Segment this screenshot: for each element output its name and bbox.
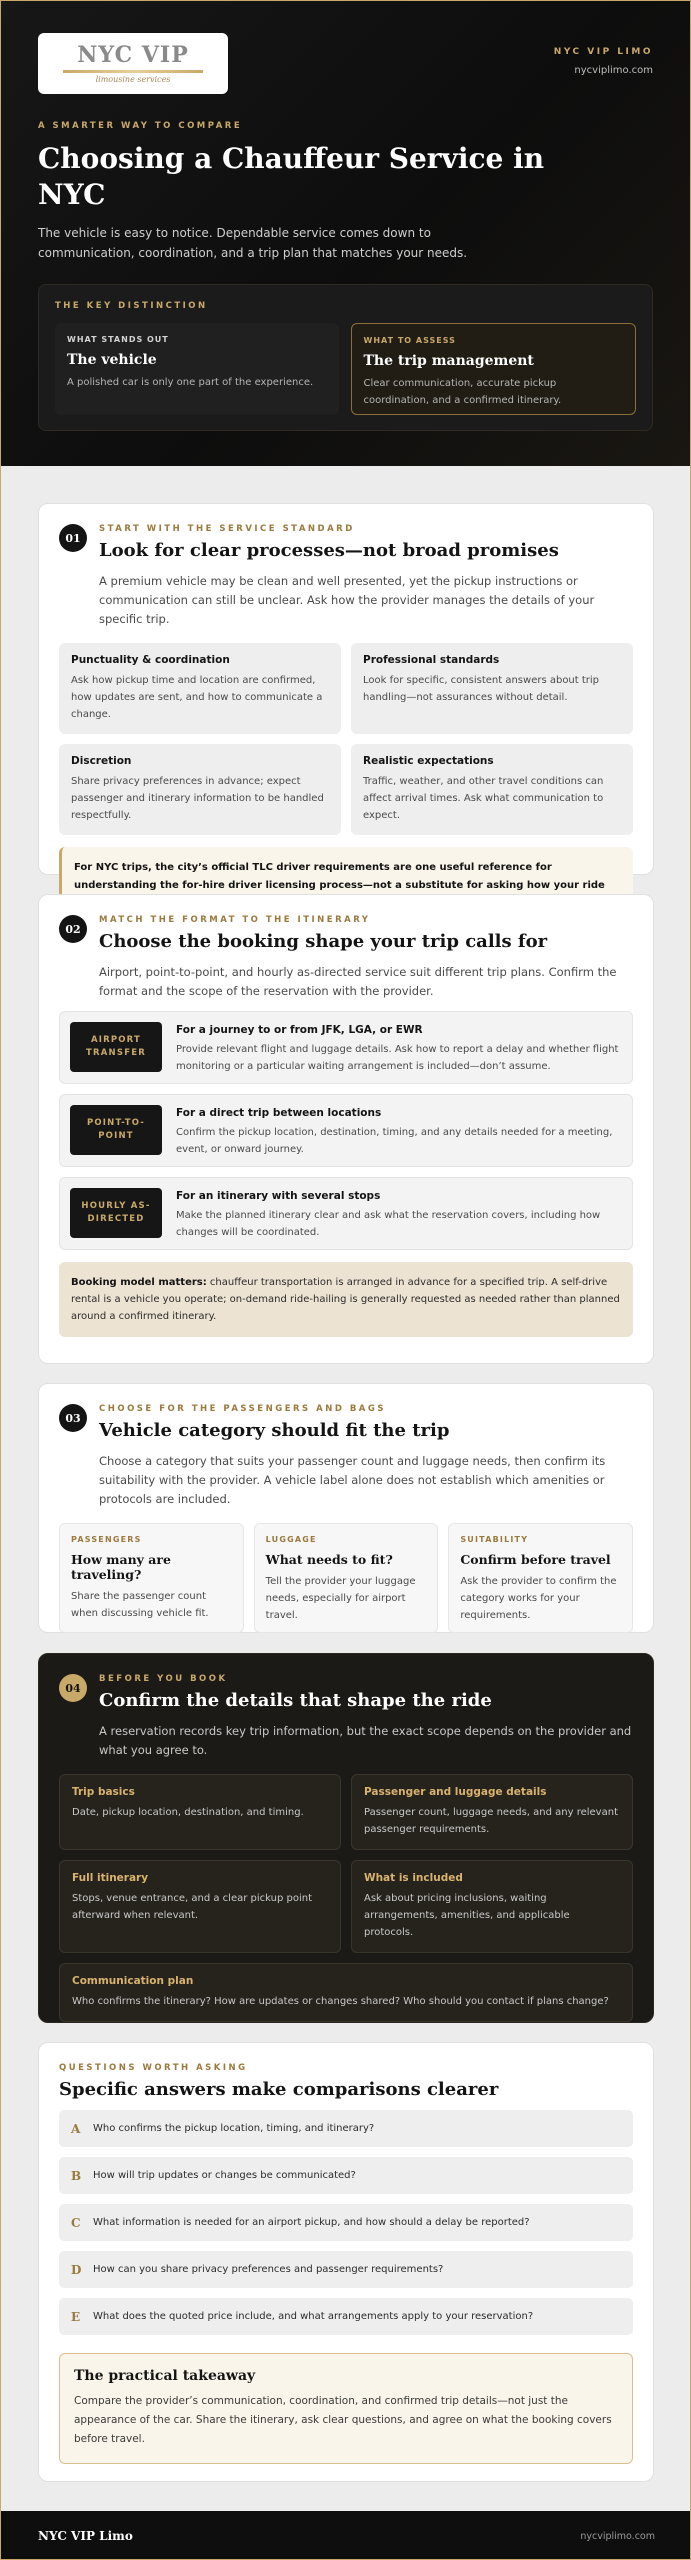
card-title: What needs to fit? [265, 1552, 393, 1567]
card-title: What is included [364, 1872, 463, 1884]
takeaway-title: The practical takeaway [74, 2368, 256, 2384]
format-text: Provide relevant flight and luggage details. Ask how to report a delay and whether flight monitoring or a particular waiting arrangement is included—don’t assume. [176, 1044, 619, 1072]
category-card-passengers [59, 1523, 244, 1633]
card-text: Ask how pickup time and location are confirmed, how updates are sent, and how to communicate a change. [71, 675, 323, 720]
booking-model-label: Booking model matters: [71, 1277, 207, 1288]
format-title: For a journey to or from JFK, LGA, or EWR [176, 1024, 423, 1036]
hero [1, 1, 690, 466]
question-letter: B [71, 2168, 82, 2183]
section-number: 02 [59, 915, 87, 943]
card-text: Passenger count, luggage needs, and any relevant passenger requirements. [364, 1807, 618, 1835]
detail-card [59, 1774, 341, 1850]
section-title: Specific answers make comparisons clearer [59, 2079, 499, 2100]
question-letter: D [71, 2262, 82, 2277]
format-title: For an itinerary with several stops [176, 1190, 381, 1202]
card-label: PASSENGERS [71, 1535, 142, 1544]
section-title: Vehicle category should fit the trip [99, 1420, 450, 1441]
key-card-label: WHAT STANDS OUT [67, 335, 169, 344]
page-title: Choosing a Chauffeur Service in NYC [38, 142, 545, 211]
question-text: Who confirms the pickup location, timing, and itinerary? [93, 2123, 375, 2134]
format-title: For a direct trip between locations [176, 1107, 382, 1119]
section-number: 03 [59, 1404, 87, 1432]
card-text: Stops, venue entrance, and a clear pickup point afterward when relevant. [72, 1893, 312, 1921]
section-lead: A reservation records key trip information, but the exact scope depends on the provider and what you agree to. [99, 1724, 632, 1757]
key-card-title: The vehicle [67, 352, 157, 368]
card-title: Passenger and luggage details [364, 1786, 547, 1798]
footer [1, 2511, 691, 2560]
card-label: SUITABILITY [460, 1535, 529, 1544]
question-item [59, 2110, 633, 2147]
format-row-hourly [59, 1177, 633, 1250]
hero-eyebrow: A SMARTER WAY TO COMPARE [38, 121, 243, 131]
card-text: Ask about pricing inclusions, waiting arrangements, amenities, and applicable protocols. [364, 1893, 570, 1938]
format-row-point-to-point [59, 1094, 633, 1167]
section-lead: A premium vehicle may be clean and well presented, yet the pickup instructions or communication can still be unclear. Ask how the provider manages the details of your specific trip. [99, 574, 595, 626]
card-title: Realistic expectations [363, 755, 494, 767]
footer-url[interactable]: nycviplimo.com [580, 2530, 655, 2542]
card-title: How many are traveling? [71, 1552, 171, 1582]
section-eyebrow: START WITH THE SERVICE STANDARD [99, 524, 355, 534]
logo[interactable] [38, 33, 228, 94]
question-letter: A [71, 2121, 81, 2136]
question-item [59, 2204, 633, 2241]
question-text: How can you share privacy preferences and passenger requirements? [93, 2264, 444, 2275]
card-title: Communication plan [72, 1975, 194, 1987]
format-tag: AIRPORT TRANSFER [70, 1022, 162, 1072]
section-booking-format [38, 894, 654, 1364]
format-row-airport [59, 1011, 633, 1084]
card-text: Share privacy preferences in advance; expect passenger and itinerary information to be handled respectfully. [71, 776, 324, 821]
question-letter: C [71, 2215, 81, 2230]
standard-card [351, 643, 633, 734]
booking-model-note [59, 1262, 633, 1337]
logo-subtitle: limousine services [95, 74, 171, 84]
format-tag: HOURLY AS-DIRECTED [70, 1188, 162, 1238]
card-text: Traffic, weather, and other travel conditions can affect arrival times. Ask what communication to expect. [363, 776, 604, 821]
question-text: How will trip updates or changes be communicated? [93, 2170, 356, 2181]
standard-card [351, 744, 633, 835]
section-eyebrow: QUESTIONS WORTH ASKING [59, 2063, 248, 2073]
section-number: 01 [59, 524, 87, 552]
standard-card [59, 643, 341, 734]
section-vehicle-category [38, 1383, 654, 1633]
card-text: Date, pickup location, destination, and timing. [72, 1807, 304, 1818]
key-card-title: The trip management [363, 353, 534, 369]
question-item [59, 2157, 633, 2194]
question-item [59, 2298, 633, 2335]
format-text: Confirm the pickup location, destination, timing, and any details needed for a meeting, event, or onward journey. [176, 1127, 613, 1155]
takeaway-text: Compare the provider’s communication, coordination, and confirmed trip details—not just the appearance of the car. Share the itinerary, ask clear questions, and agree on what the booking covers before travel. [74, 2395, 612, 2445]
key-card-text: Clear communication, accurate pickup coordination, and a confirmed itinerary. [363, 378, 562, 406]
section-title: Choose the booking shape your trip calls for [99, 931, 548, 952]
booking-model-text: chauffeur transportation is arranged in advance for a specified trip. A self-drive rental is a vehicle you operate; on-demand ride-hailing is generally requested as needed rather than planned around a confirmed itinerary. [71, 1277, 620, 1322]
section-lead: Airport, point-to-point, and hourly as-directed service suit different trip plans. Confirm the format and the scope of the reservation with the provider. [99, 965, 617, 998]
card-title: Punctuality & coordination [71, 654, 230, 666]
card-title: Confirm before travel [460, 1552, 611, 1567]
section-eyebrow: MATCH THE FORMAT TO THE ITINERARY [99, 915, 371, 925]
key-card-text: A polished car is only one part of the experience. [67, 377, 314, 388]
card-text: Share the passenger count when discussing vehicle fit. [71, 1591, 209, 1619]
question-item [59, 2251, 633, 2288]
section-eyebrow: BEFORE YOU BOOK [99, 1674, 228, 1684]
detail-card-communication [59, 1963, 633, 2022]
logo-bar [63, 70, 203, 73]
question-text: What information is needed for an airport pickup, and how should a delay be reported? [93, 2217, 530, 2228]
brand-url[interactable]: nycviplimo.com [574, 65, 653, 76]
key-distinction-label: THE KEY DISTINCTION [55, 301, 208, 311]
section-eyebrow: CHOOSE FOR THE PASSENGERS AND BAGS [99, 1404, 386, 1414]
section-service-standard [38, 503, 654, 891]
detail-card [351, 1774, 633, 1850]
hero-lead: The vehicle is easy to notice. Dependable service comes down to communication, coordination, and a trip plan that matches your needs. [38, 226, 468, 260]
takeaway-box [59, 2353, 633, 2464]
card-label: LUGGAGE [265, 1535, 317, 1544]
section-number: 04 [59, 1674, 87, 1702]
section-questions [38, 2042, 654, 2482]
brand-name: NYC VIP LIMO [553, 47, 653, 57]
category-card-suitability [448, 1523, 633, 1633]
brand-block [554, 47, 653, 76]
card-text: Who confirms the itinerary? How are updates or changes shared? Who should you contact if plans change? [72, 1996, 609, 2007]
section-lead: Choose a category that suits your passenger count and luggage needs, then confirm its suitability with the provider. A vehicle label alone does not establish which amenities or protocols are included. [99, 1454, 606, 1506]
format-text: Make the planned itinerary clear and ask what the reservation covers, including how changes will be coordinated. [176, 1210, 601, 1238]
logo-text: NYC VIP [77, 41, 189, 68]
tlc-note: For NYC trips, the city’s official TLC driver requirements are one useful reference for understanding the for-hire driver licensing process—not a substitute for asking how your ride [59, 847, 633, 925]
detail-card [59, 1860, 341, 1953]
category-card-luggage [254, 1523, 439, 1633]
card-text: Tell the provider your luggage needs, especially for airport travel. [265, 1576, 416, 1621]
card-text: Look for specific, consistent answers about trip handling—not assurances without detail. [363, 675, 600, 703]
section-title: Look for clear processes—not broad promises [99, 540, 559, 561]
key-card-label: WHAT TO ASSESS [363, 336, 456, 345]
section-confirm-details [38, 1653, 654, 2023]
standard-card [59, 744, 341, 835]
section-title: Confirm the details that shape the ride [99, 1690, 492, 1711]
question-letter: E [71, 2309, 81, 2324]
detail-card [351, 1860, 633, 1953]
key-card-vehicle [55, 323, 339, 415]
format-tag: POINT-TO-POINT [70, 1105, 162, 1155]
key-card-trip-management [351, 323, 637, 415]
footer-brand: NYC VIP Limo [38, 2529, 133, 2543]
card-title: Discretion [71, 755, 132, 767]
card-title: Professional standards [363, 654, 500, 666]
card-text: Ask the provider to confirm the category works for your requirements. [460, 1576, 617, 1621]
card-title: Trip basics [72, 1786, 135, 1798]
question-text: What does the quoted price include, and what arrangements apply to your reservation? [93, 2311, 534, 2322]
key-distinction-panel [38, 284, 653, 431]
card-title: Full itinerary [72, 1872, 149, 1884]
